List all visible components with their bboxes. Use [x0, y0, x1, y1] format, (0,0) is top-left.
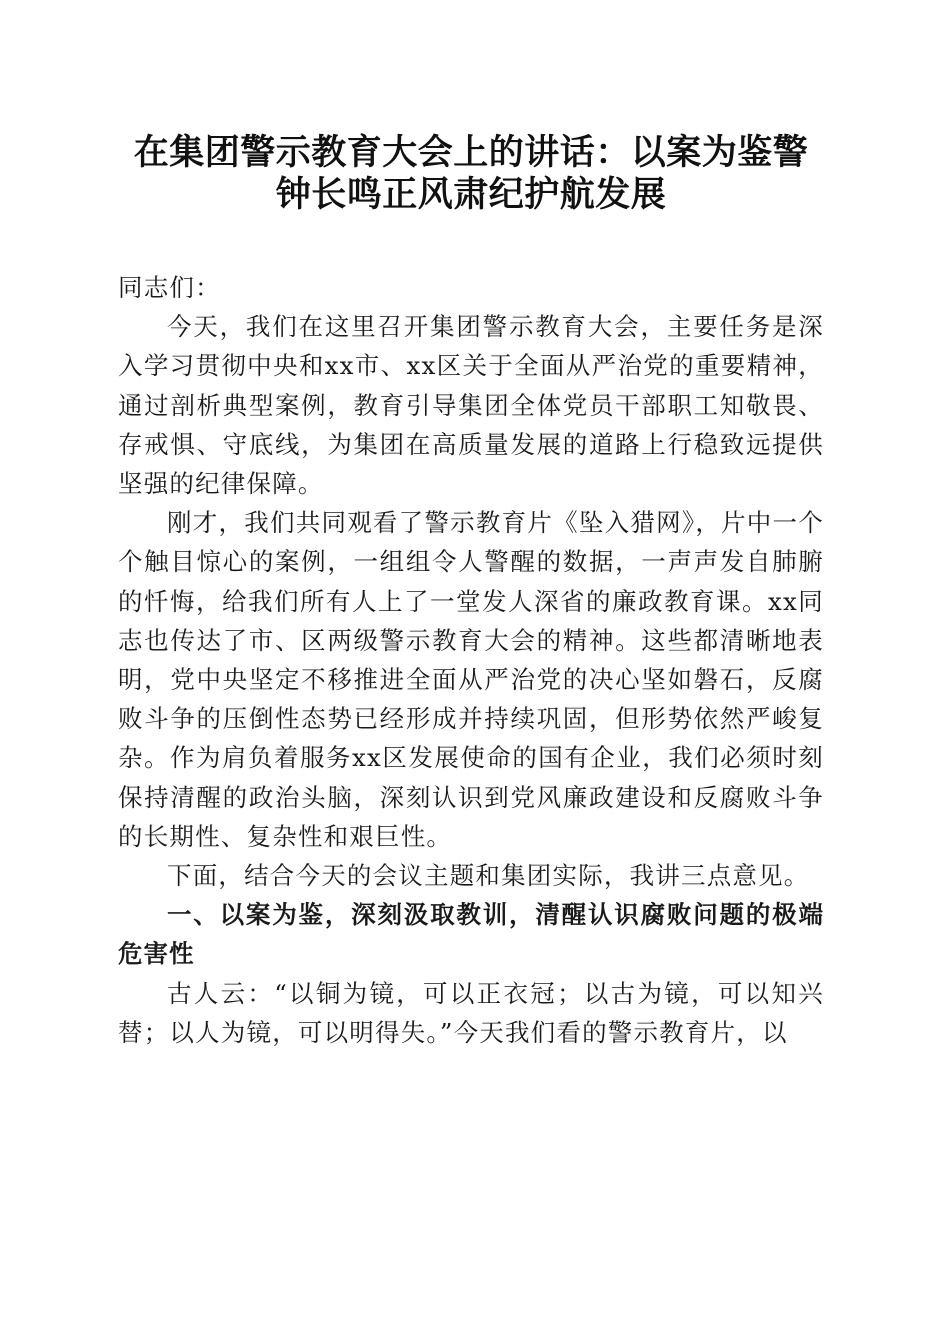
- document-page: [118, 132, 824, 1052]
- paragraph-outline: 下面，结合今天的会议主题和集团实际，我讲三点意见。: [167, 861, 810, 891]
- document-title: 在集团警示教育大会上的讲话：以案为鉴警钟长鸣正风肃纪护航发展: [133, 132, 809, 215]
- section-heading: 一、以案为鉴，深刻汲取教训，清醒认识腐败问题的极端危害性: [118, 900, 824, 969]
- document-body: [118, 268, 824, 1052]
- paragraph-context: 刚才，我们共同观看了警示教育片《坠入猎网》，片中一个个触目惊心的案例，一组组令人警醒的数据，一声声发自肺腑的忏悔，给我们所有人上了一堂发人深省的廉政教育课。xx同志也传达了市、区两级警示教育大会的精神。这些都清晰地表明，党中央坚定不移推进全面从严治党的决心坚如磐石，反腐败斗争的压倒性态势已经形成并持续巩固，但形势依然严峻复杂。作为肩负着服务xx区发展使命的国有企业，我们必须时刻保持清醒的政治头脑，深刻认识到党风廉政建设和反腐败斗争的长期性、复杂性和艰巨性。: [118, 508, 824, 851]
- section-paragraph: 古人云：“以铜为镜，可以正衣冠；以古为镜，可以知兴替；以人为镜，可以明得失。”今天我们看的警示教育片，以: [118, 978, 824, 1047]
- paragraph-intro: 今天，我们在这里召开集团警示教育大会，主要任务是深入学习贯彻中央和xx市、xx区关于全面从严治党的重要精神，通过剖析典型案例，教育引导集团全体党员干部职工知敬畏、存戒惧、守底线，为集团在高质量发展的道路上行稳致远提供坚强的纪律保障。: [118, 312, 824, 499]
- salutation: 同志们：: [118, 273, 221, 302]
